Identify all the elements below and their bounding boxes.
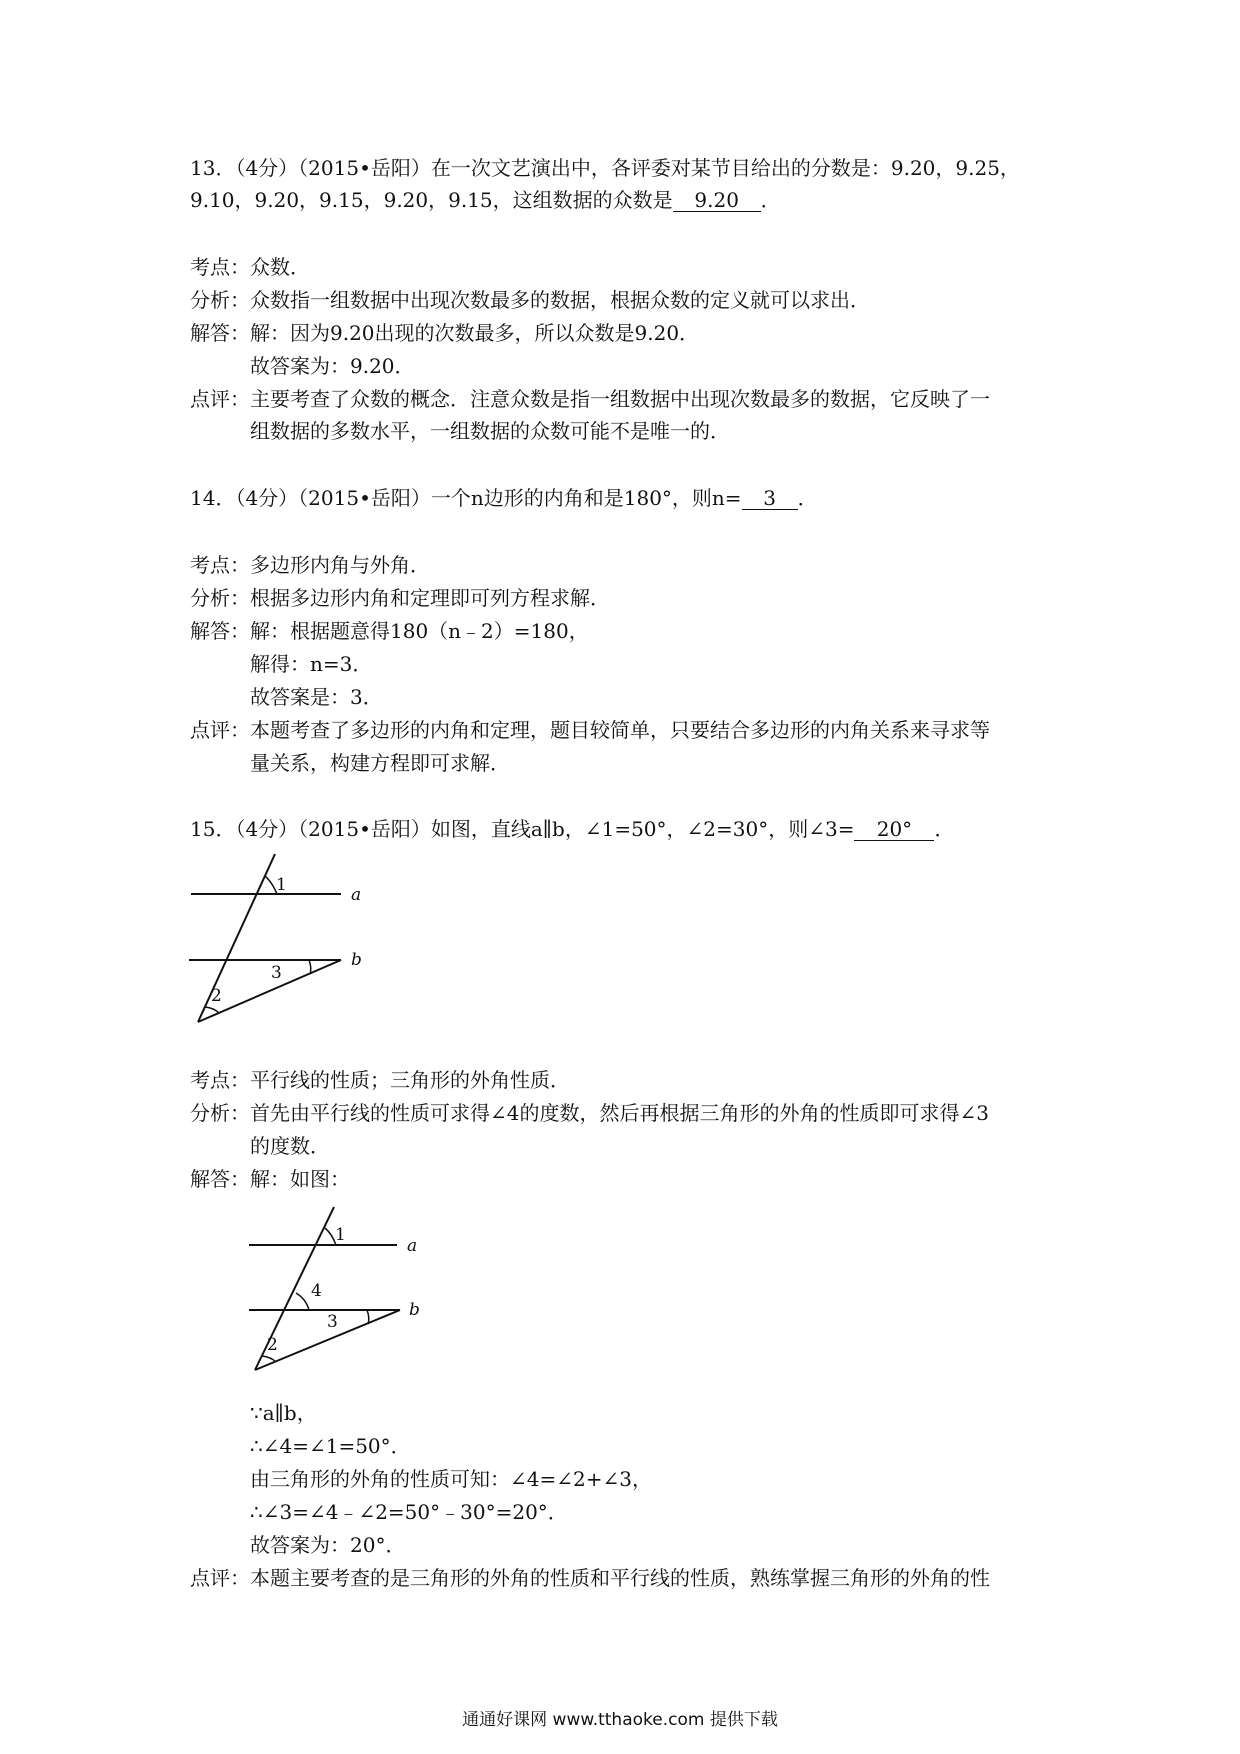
q14-dianping-line2: 量关系，构建方程即可求解． [250,751,510,775]
dianping-label: 点评： [190,387,250,411]
transversal-line [198,854,275,1022]
angle-3-label: 3 [271,963,282,983]
q15-stem [190,816,954,842]
jieda-label: 解答： [190,1167,250,1191]
q13-fenxi [190,287,870,313]
dianping-label: 点评： [190,1566,250,1590]
angle-4-label: 4 [311,1281,322,1301]
q13-answer-blank: 9.20 [673,189,761,212]
angle-1-label: 1 [276,875,287,895]
fenxi-text: 众数指一组数据中出现次数最多的数据，根据众数的定义就可以求出． [250,288,870,312]
kaodian-text: 众数． [250,255,310,279]
q13-dianping [190,386,990,412]
fenxi-text: 根据多边形内角和定理即可列方程求解． [250,586,610,610]
fenxi-label: 分析： [190,586,250,610]
jieda-label: 解答： [190,619,250,643]
fenxi-text: 首先由平行线的性质可求得∠4的度数，然后再根据三角形的外角的性质即可求得∠3 [250,1101,989,1125]
angle-3-arc [309,960,311,974]
line-b-label: b [351,950,362,970]
jieda-text: 解：因为9.20出现的次数最多，所以众数是9.20． [250,321,700,345]
q15-step-2: ∴∠4=∠1=50°． [250,1434,411,1458]
q15-step-4: ∴∠3=∠4﹣∠2=50°﹣30°=20°． [250,1500,568,1524]
angle-1-label: 1 [335,1225,346,1245]
fenxi-label: 分析： [190,1101,250,1125]
jieda-label: 解答： [190,321,250,345]
line-a-label: a [407,1236,418,1256]
kaodian-label: 考点： [190,1068,250,1092]
q14-kaodian [190,552,430,578]
dianping-text: 主要考查了众数的概念．注意众数是指一组数据中出现次数最多的数据，它反映了一 [250,387,990,411]
angle-2-label: 2 [211,986,222,1006]
q13-stem-line2 [190,187,781,213]
q15-step-5: 故答案为：20°． [250,1533,406,1557]
q15-figure-1 [185,850,385,1030]
q13-stem-line1: 13．（4分）（2015•岳阳）在一次文艺演出中，各评委对某节目给出的分数是：9.20，9.25， [190,156,1020,180]
q14-stem-end: ． [797,486,818,510]
line-b-label: b [409,1300,420,1320]
dianping-text: 本题考查了多边形的内角和定理，题目较简单，只要结合多边形的内角关系来寻求等 [250,718,990,742]
dianping-text: 本题主要考查的是三角形的外角的性质和平行线的性质，熟练掌握三角形的外角的性 [250,1566,990,1590]
q15-jieda [190,1166,350,1192]
fenxi-label: 分析： [190,288,250,312]
angle-2-label: 2 [267,1335,278,1355]
kaodian-text: 平行线的性质；三角形的外角性质． [250,1068,570,1092]
q15-kaodian [190,1067,570,1093]
jieda-text: 解：根据题意得180（n﹣2）=180， [250,619,589,643]
q13-stem-text: 9.10，9.20，9.15，9.20，9.15，这组数据的众数是 [190,188,673,212]
q15-figure-2 [245,1203,445,1378]
q14-dianping [190,717,990,743]
q14-jieda-line2: 解得：n=3． [250,652,373,676]
kaodian-text: 多边形内角与外角． [250,553,430,577]
q14-answer-blank: 3 [742,487,798,510]
angle-3-arc [367,1310,369,1324]
q15-step-3: 由三角形的外角的性质可知：∠4=∠2+∠3， [250,1467,652,1491]
kaodian-label: 考点： [190,255,250,279]
angle-3-label: 3 [327,1312,338,1332]
q13-jieda [190,320,699,346]
dianping-label: 点评： [190,718,250,742]
q14-stem [190,485,818,511]
angle-2-arc [262,1356,276,1362]
q13-stem-end: ． [760,188,781,212]
q15-stem-text: 15．（4分）（2015•岳阳）如图，直线a∥b，∠1=50°，∠2=30°，则∠3= [190,817,855,841]
q15-step-1: ∵a∥b， [250,1401,317,1425]
q13-dianping-line2: 组数据的多数水平，一组数据的众数可能不是唯一的． [250,419,730,443]
angle-2-arc [205,1007,219,1013]
line-a-label: a [351,885,362,905]
q15-stem-end: ． [934,817,955,841]
page-footer: 通通好课网 www.tthaoke.com 提供下载 [462,1710,778,1730]
q14-jieda [190,618,589,644]
angle-4-arc [296,1293,309,1310]
q14-fenxi [190,585,610,611]
q13-jieda-line2: 故答案为：9.20． [250,354,415,378]
kaodian-label: 考点： [190,553,250,577]
q14-jieda-line3: 故答案是：3． [250,685,383,709]
q15-dianping [190,1565,990,1591]
q15-fenxi [190,1100,989,1126]
q13-kaodian [190,254,310,280]
jieda-text: 解：如图： [250,1167,350,1191]
q15-fenxi-line2: 的度数． [250,1134,330,1158]
q15-answer-blank: 20° [854,818,934,841]
q14-stem-text: 14．（4分）（2015•岳阳）一个n边形的内角和是180°，则n= [190,486,742,510]
